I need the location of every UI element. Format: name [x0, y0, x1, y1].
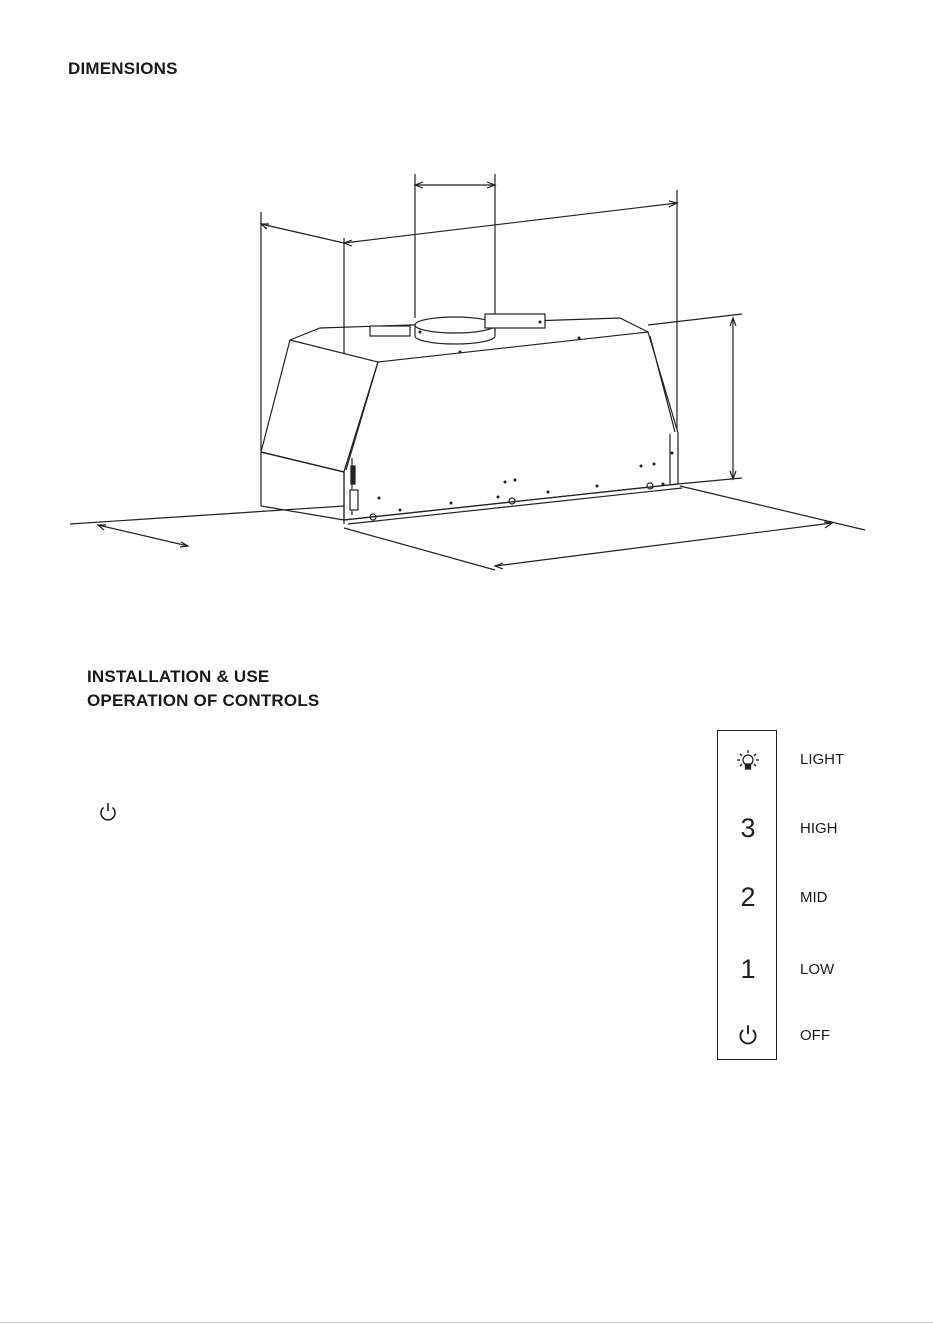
- low-label: LOW: [800, 961, 835, 978]
- light-bulb-icon: [736, 748, 760, 774]
- power-icon: [735, 1022, 761, 1048]
- low-speed-button[interactable]: [718, 949, 778, 989]
- page-edge-divider: [0, 1322, 933, 1323]
- low-speed-symbol: 1: [740, 953, 756, 984]
- operation-of-controls-heading: OPERATION OF CONTROLS: [87, 691, 320, 710]
- high-label: HIGH: [800, 820, 838, 837]
- light-button[interactable]: [718, 741, 778, 781]
- high-speed-symbol: 3: [740, 812, 756, 843]
- mid-speed-button[interactable]: [718, 877, 778, 917]
- dimensions-heading: DIMENSIONS: [68, 59, 178, 78]
- power-icon: [96, 800, 120, 824]
- light-label: LIGHT: [800, 751, 845, 768]
- high-speed-button[interactable]: [718, 808, 778, 848]
- off-button[interactable]: [718, 1015, 778, 1055]
- mid-label: MID: [800, 889, 828, 906]
- off-label: OFF: [800, 1027, 830, 1044]
- mid-speed-symbol: 2: [740, 881, 756, 912]
- range-hood-dimension-drawing: [0, 0, 933, 620]
- installation-heading: INSTALLATION & USE: [87, 667, 270, 686]
- control-panel: [717, 730, 777, 1060]
